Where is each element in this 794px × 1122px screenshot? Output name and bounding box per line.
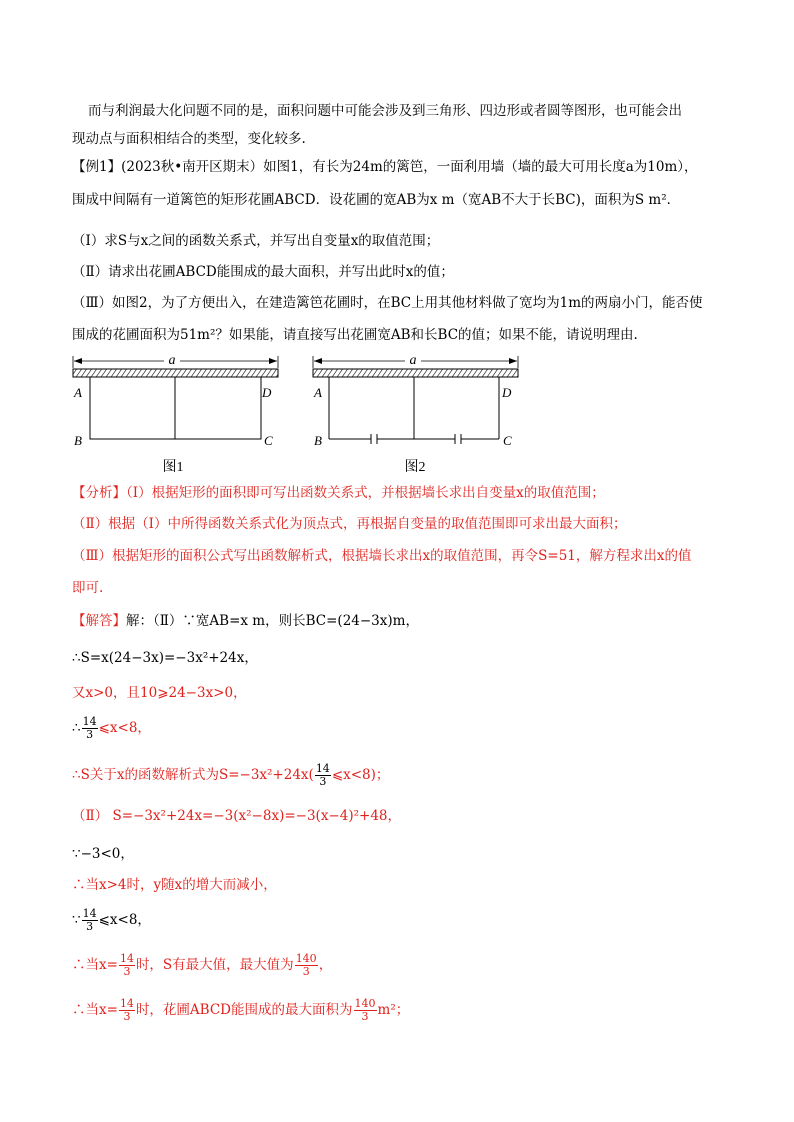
solution-line-1 xyxy=(72,611,419,631)
figure-1 xyxy=(66,348,286,478)
fraction-14-over-3: $\frac{14}{3}$ xyxy=(119,997,134,1023)
figure-2-caption: 图2 xyxy=(404,460,426,475)
vertex-A: A xyxy=(74,385,82,400)
solution-line-2: ∴S=x(24−3x)=−3x²+24x， xyxy=(72,650,258,666)
analysis-line-2: （Ⅱ）根据（Ⅰ）中所得函数关系式化为顶点式，再根据自变量的取值范围即可求出最大面积； xyxy=(72,516,627,532)
question-2: （Ⅱ）请求出花圃ABCD能围成的最大面积，并写出此时x的值； xyxy=(72,264,454,280)
solution-line-8: ∴当x>4时，y随x的增大而减小， xyxy=(72,877,277,893)
question-3-line-2: 围成的花圃面积为51m²？如果能，请直接写出花圃宽AB和长BC的值；如果不能，请说明理由. xyxy=(72,327,638,343)
solution-11-middle: 时，花圃ABCD能围成的最大面积为 xyxy=(135,1002,353,1018)
vertex-D: D xyxy=(502,385,512,400)
solution-tag: 【解答】 xyxy=(72,613,126,629)
solution-line-11 xyxy=(72,998,409,1023)
solution-5-suffix: ⩽x<8)； xyxy=(331,767,390,783)
wall xyxy=(313,369,518,377)
solution-10-suffix: ， xyxy=(318,957,333,973)
vertex-C: C xyxy=(264,433,273,448)
fraction-140-over-3: $\frac{140}{3}$ xyxy=(295,952,317,978)
solution-line-7: ∵−3<0， xyxy=(72,846,134,862)
vertex-D: D xyxy=(262,385,272,400)
solution-10-middle: 时，S有最大值，最大值为 xyxy=(135,957,294,973)
solution-4-suffix: ⩽x<8， xyxy=(98,720,151,736)
solution-line-10 xyxy=(72,953,332,978)
solution-line-5 xyxy=(72,763,389,788)
fraction-14-over-3: $\frac{14}{3}$ xyxy=(82,715,97,741)
intro-line-1: 而与利润最大化问题不同的是，面积问题中可能会涉及到三角形、四边形或者圆等图形，也可能会出 xyxy=(88,103,682,119)
wall-label: a xyxy=(409,353,417,368)
solution-9-suffix: ⩽x<8， xyxy=(98,912,151,928)
arrow-right-icon xyxy=(509,358,517,364)
figure-1-caption: 图1 xyxy=(162,460,184,475)
fraction-14-over-3: $\frac{14}{3}$ xyxy=(82,907,97,933)
solution-line-9 xyxy=(72,908,151,933)
solution-10-prefix: ∴当x= xyxy=(72,957,118,973)
analysis-text-1: （Ⅰ）根据矩形的面积即可写出函数关系式，并根据墙长求出自变量x的取值范围； xyxy=(126,485,605,501)
solution-line-3: 又x>0，且10⩾24−3x>0， xyxy=(72,685,247,701)
figure-2 xyxy=(307,348,527,478)
example-line-2: 围成中间隔有一道篱笆的矩形花圃ABCD．设花圃的宽AB为x m（宽AB不大于长BC)，面积为S m²． xyxy=(72,192,681,208)
wall-label: a xyxy=(168,353,176,368)
solution-4-prefix: ∴ xyxy=(72,720,81,736)
arrow-right-icon xyxy=(269,358,277,364)
question-1: （Ⅰ）求S与x之间的函数关系式，并写出自变量x的取值范围； xyxy=(72,233,440,249)
analysis-tag: 【分析】 xyxy=(72,485,126,501)
analysis-line-4: 即可. xyxy=(72,580,104,596)
fraction-14-over-3: $\frac{14}{3}$ xyxy=(119,952,134,978)
vertex-C: C xyxy=(503,433,512,448)
question-3-line-1: （Ⅲ）如图2，为了方便出入，在建造篱笆花圃时，在BC上用其他材料做了宽均为1m的两扇小门，能否使 xyxy=(72,295,703,311)
solution-11-prefix: ∴当x= xyxy=(72,1002,118,1018)
arrow-left-icon xyxy=(74,358,82,364)
vertex-B: B xyxy=(314,433,322,448)
wall xyxy=(73,369,278,377)
solution-line-6 xyxy=(72,806,401,826)
analysis-line-3: （Ⅲ）根据矩形的面积公式写出函数解析式，根据墙长求出x的取值范围，再令S=51，解方程求出x的值 xyxy=(72,548,692,564)
solution-11-suffix: m²； xyxy=(377,1002,410,1018)
solution-6-text: （Ⅱ） S=−3x²+24x=−3(x²−8x)=−3(x−4)²+48， xyxy=(72,808,402,824)
solution-text-1: 解：（Ⅱ）∵宽AB=x m，则长BC=(24−3x)m， xyxy=(126,613,419,629)
example-text-1: (2023秋•南开区期末）如图1，有长为24m的篱笆，一面利用墙（墙的最大可用长度a为10m）， xyxy=(121,159,698,175)
intro-line-2: 现动点与面积相结合的类型，变化较多. xyxy=(72,131,306,147)
example-tag: 【例1】 xyxy=(72,159,122,175)
vertex-A: A xyxy=(314,385,322,400)
fraction-140-over-3: $\frac{140}{3}$ xyxy=(354,997,376,1023)
example-line-1 xyxy=(72,157,698,177)
arrow-left-icon xyxy=(314,358,322,364)
solution-9-prefix: ∵ xyxy=(72,912,81,928)
solution-line-4 xyxy=(72,716,151,741)
vertex-B: B xyxy=(74,433,82,448)
analysis-line-1 xyxy=(72,483,605,503)
fraction-14-over-3: $\frac{14}{3}$ xyxy=(315,762,330,788)
solution-5-prefix: ∴S关于x的函数解析式为S=−3x²+24x( xyxy=(72,767,314,783)
